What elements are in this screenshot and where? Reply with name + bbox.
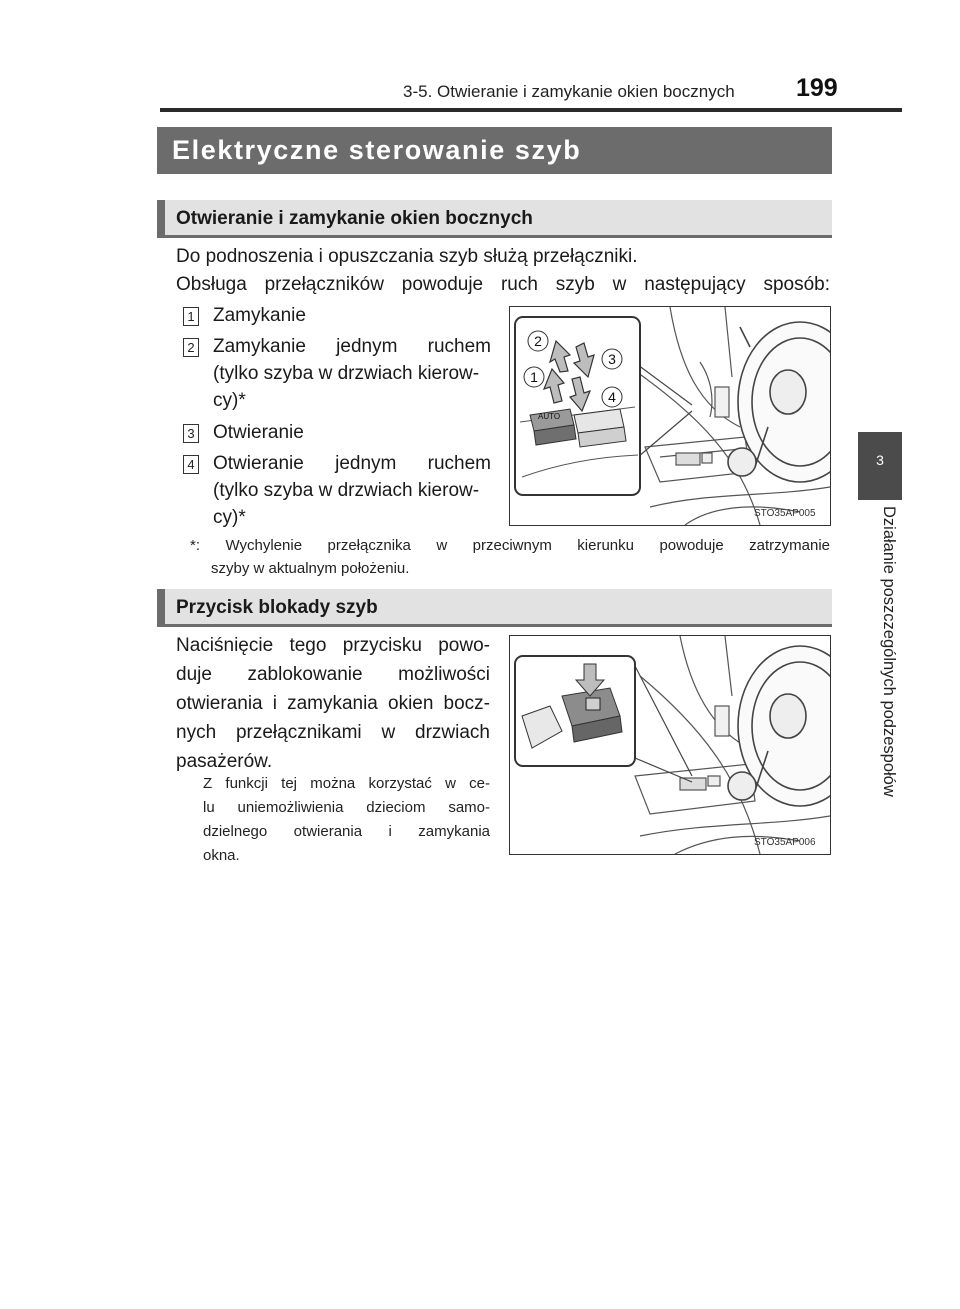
section-heading-edge — [157, 589, 165, 624]
auto-label: AUTO — [538, 412, 561, 421]
lock-note-line: lu uniemożliwienia dzieciom samo- — [203, 799, 490, 816]
lock-button-inset — [515, 656, 635, 766]
lock-body-line: otwierania i zamykania okien bocz- — [176, 693, 490, 714]
lock-note-line: Z funkcji tej można korzystać w ce- — [203, 775, 490, 792]
lock-note-line: dzielnego otwierania i zamykania — [203, 823, 490, 840]
item-label-continued: cy)* — [213, 390, 246, 411]
callout-1: 1 — [530, 369, 538, 385]
lock-body-line: nych przełącznikami w drzwiach — [176, 722, 490, 743]
intro-line-2: Obsługa przełączników powoduje ruch szyb w następujący sposób: — [176, 274, 830, 295]
steering-wheel-icon — [728, 646, 830, 806]
item-label: Otwieranie jednym ruchem — [213, 453, 491, 474]
figure-code: STO35AP006 — [754, 837, 816, 848]
window-switch-drawing — [510, 307, 830, 525]
callout-4: 4 — [608, 389, 616, 405]
lock-body-line: pasażerów. — [176, 751, 273, 772]
lock-body-line: duje zablokowanie możliwości — [176, 664, 490, 685]
figure-code: STO35AP005 — [754, 508, 816, 519]
window-lock-icon — [586, 698, 600, 710]
intro-line-1: Do podnoszenia i opuszczania szyb służą przełączniki. — [176, 246, 638, 267]
lock-body-line: Naciśnięcie tego przycisku powo- — [176, 635, 490, 656]
item-number-badge: 1 — [183, 307, 199, 326]
page-number: 199 — [796, 74, 838, 102]
item-label-continued: cy)* — [213, 507, 246, 528]
item-label-continued: (tylko szyba w drzwiach kierow- — [213, 480, 480, 501]
footnote-line-2: szyby w aktualnym położeniu. — [211, 560, 410, 577]
running-header-section: 3-5. Otwieranie i zamykanie okien bocznych — [403, 82, 735, 101]
window-lock-illustration — [509, 635, 831, 855]
callout-3: 3 — [608, 351, 616, 367]
steering-wheel-icon — [728, 322, 830, 482]
item-label-continued: (tylko szyba w drzwiach kierow- — [213, 363, 480, 384]
section-heading-edge — [157, 200, 165, 235]
item-label: Zamykanie jednym ruchem — [213, 336, 491, 357]
item-label: Zamykanie — [213, 305, 306, 326]
item-number-badge: 4 — [183, 455, 199, 474]
chapter-title-vertical: Działanie poszczególnych podzespołów — [880, 506, 898, 797]
switch-detail-inset — [515, 317, 640, 495]
lock-note-line: okna. — [203, 847, 240, 864]
chapter-number: 3 — [876, 452, 884, 468]
window-lock-drawing — [510, 636, 830, 854]
callout-2: 2 — [534, 333, 542, 349]
header-rule — [160, 108, 902, 112]
section-heading-windows: Otwieranie i zamykanie okien bocznych — [176, 208, 533, 229]
main-title: Elektryczne sterowanie szyb — [172, 135, 582, 165]
footnote-line-1: *: Wychylenie przełącznika w przeciwnym kierunku powoduje zatrzymanie — [190, 537, 830, 554]
item-label: Otwieranie — [213, 422, 304, 443]
item-number-badge: 2 — [183, 338, 199, 357]
item-number-badge: 3 — [183, 424, 199, 443]
section-heading-lock: Przycisk blokady szyb — [176, 597, 378, 618]
window-switch-illustration — [509, 306, 831, 526]
